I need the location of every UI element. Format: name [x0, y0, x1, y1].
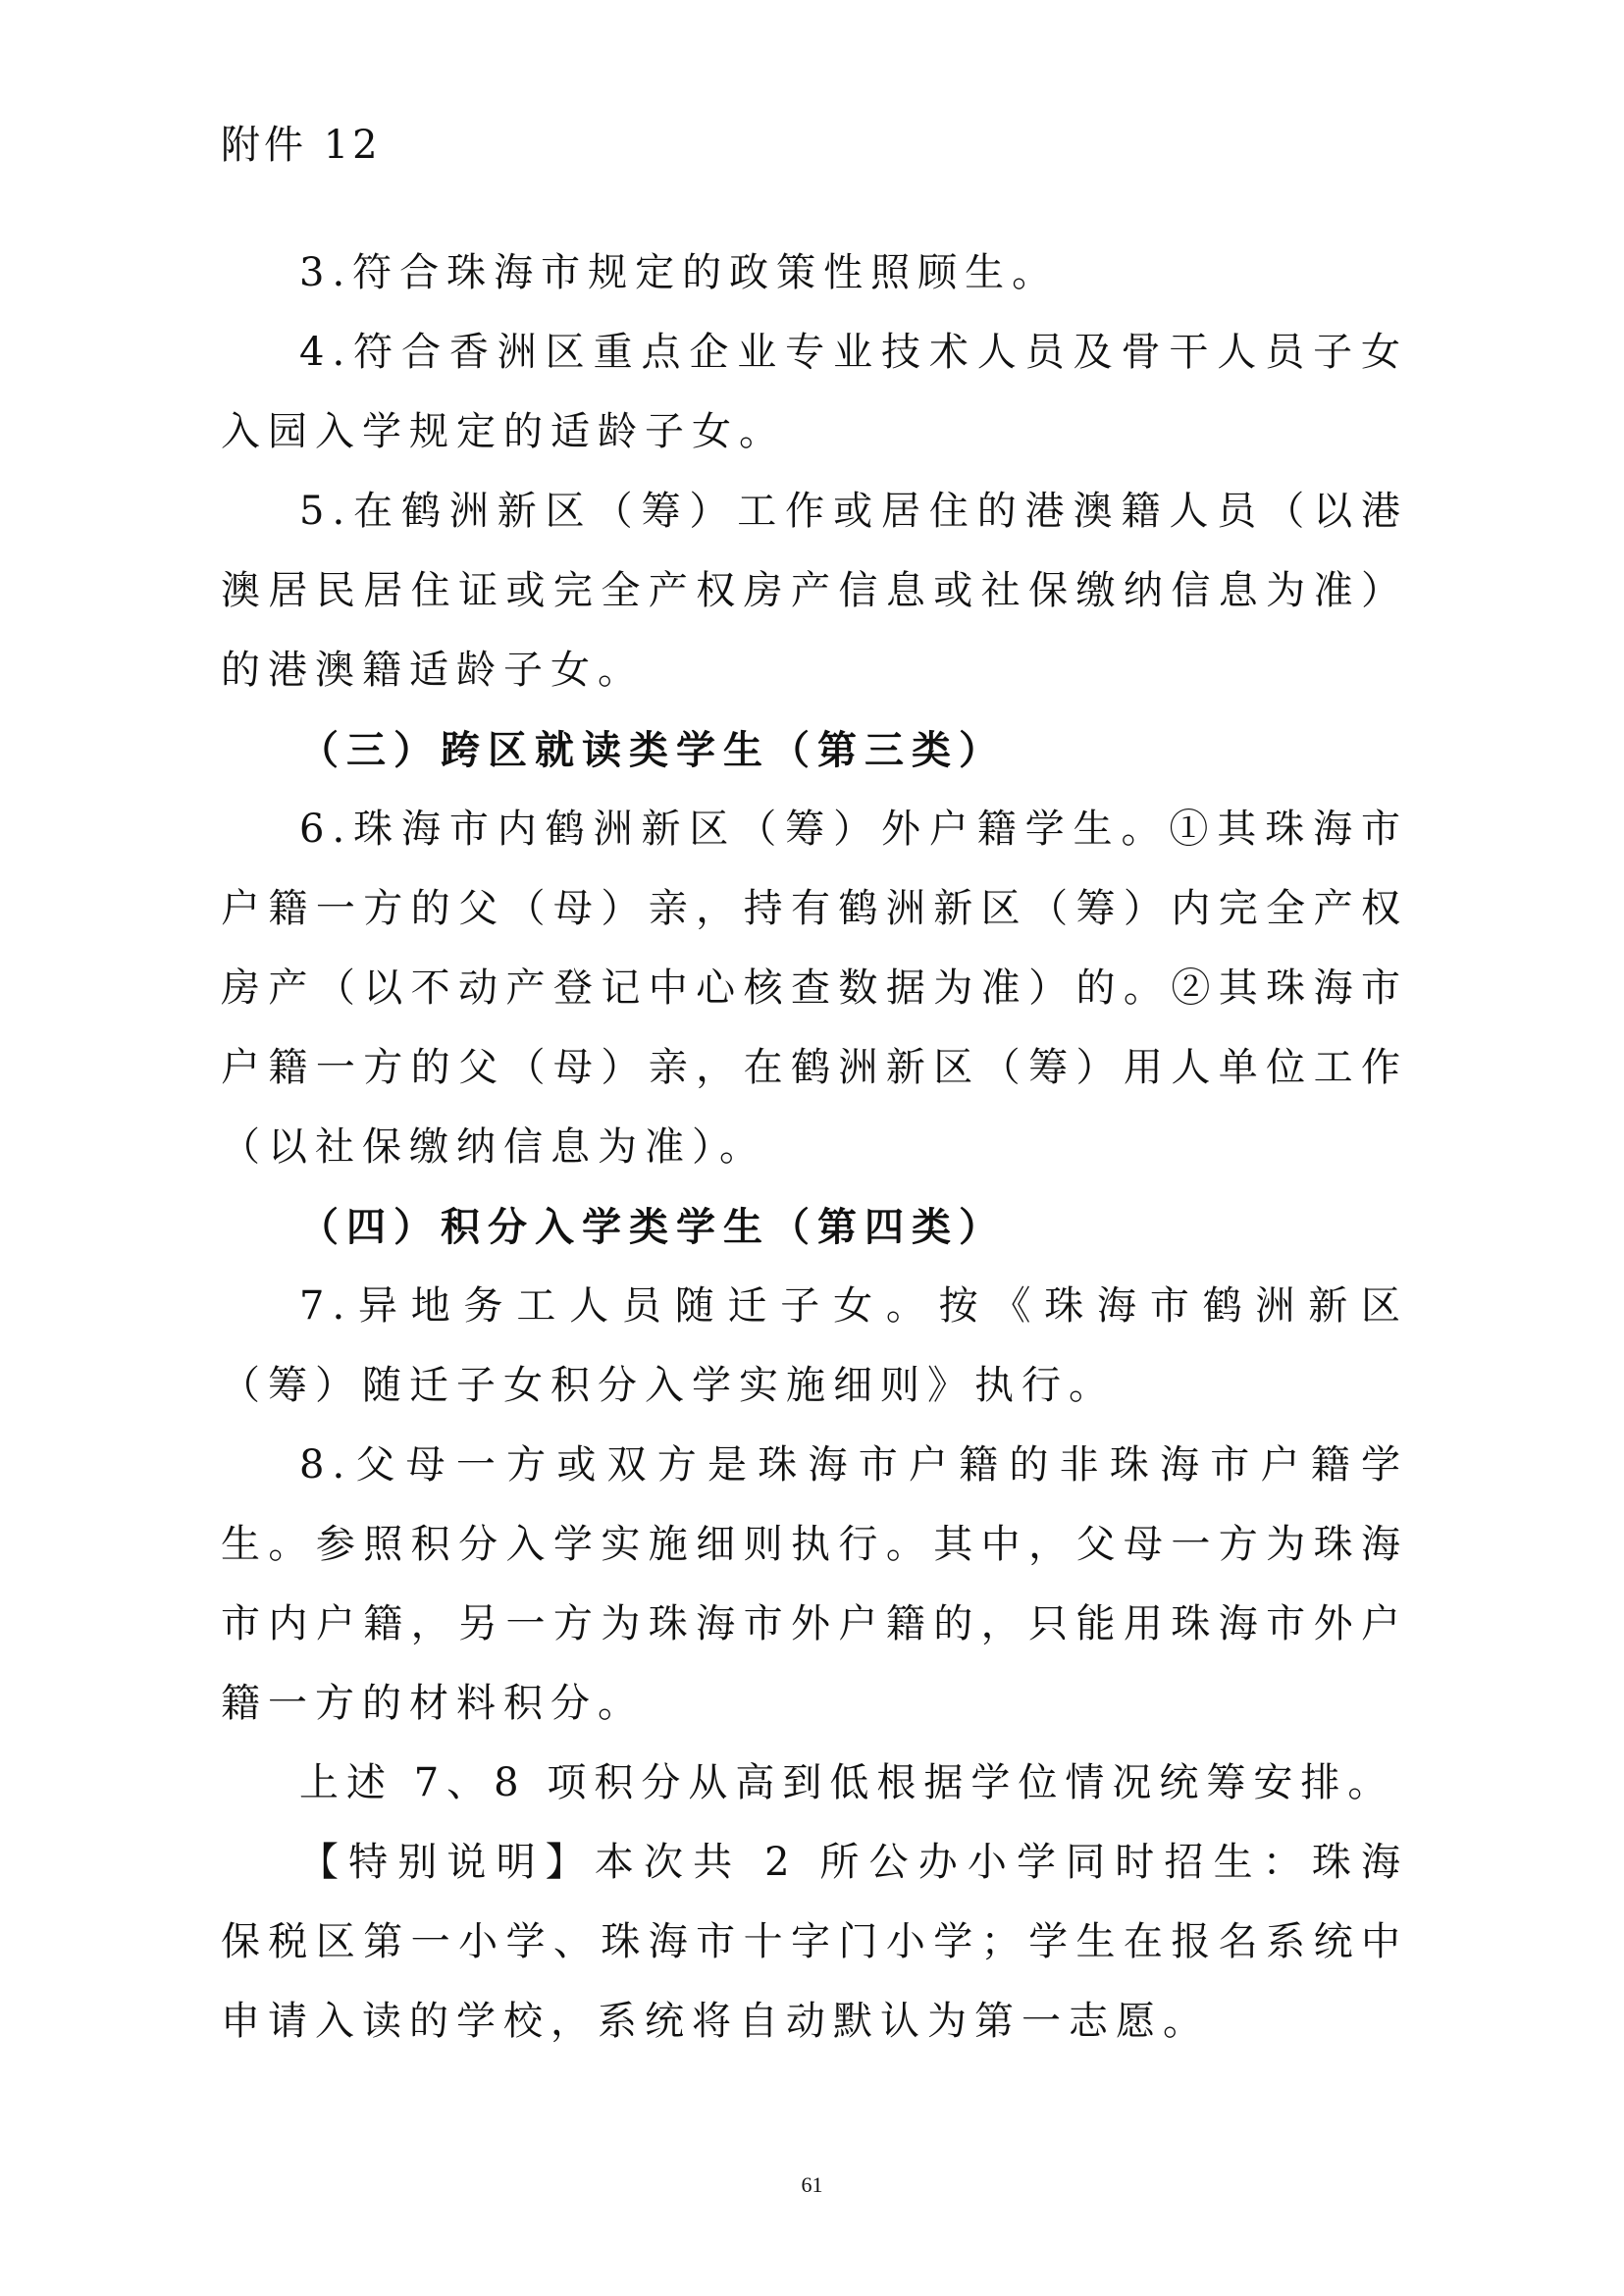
body-text: [221, 234, 1408, 2061]
paragraph-special-note: 【特别说明】本次共 2 所公办小学同时招生：珠海保税区第一小学、珠海市十字门小学；学生在报名系统中申请入读的学校，系统将自动默认为第一志愿。: [221, 1840, 1408, 2044]
section-heading-3: （三）跨区就读类学生（第三类）: [299, 727, 1006, 773]
attachment-label: 附件 12: [221, 123, 382, 168]
paragraph-item-6: 6.珠海市内鹤洲新区（筹）外户籍学生。①其珠海市户籍一方的父（母）亲，持有鹤洲新区（筹）内完全产权房产（以不动产登记中心核查数据为准）的。②其珠海市户籍一方的父（母）亲，在鹤洲新区（筹）用人单位工作（以社保缴纳信息为准）。: [221, 807, 1408, 1170]
paragraph-item-3: 3.符合珠海市规定的政策性照顾生。: [299, 250, 1060, 295]
section-heading-4: （四）积分入学类学生（第四类）: [299, 1204, 1006, 1250]
paragraph-item-7: 7.异地务工人员随迁子女。按《珠海市鹤洲新区（筹）随迁子女积分入学实施细则》执行。: [221, 1283, 1408, 1408]
paragraph-item-5: 5.在鹤洲新区（筹）工作或居住的港澳籍人员（以港澳居民居住证或完全产权房产信息或社保缴纳信息为准）的港澳籍适龄子女。: [221, 489, 1408, 693]
paragraph-item-4: 4.符合香洲区重点企业专业技术人员及骨干人员子女入园入学规定的适龄子女。: [221, 330, 1408, 454]
page-number: 61: [801, 2172, 823, 2197]
paragraph-item-8: 8.父母一方或双方是珠海市户籍的非珠海市户籍学生。参照积分入学实施细则执行。其中，父母一方为珠海市内户籍，另一方为珠海市外户籍的，只能用珠海市外户籍一方的材料积分。: [221, 1442, 1408, 1726]
paragraph-points-summary: 上述 7、8 项积分从高到低根据学位情况统筹安排。: [299, 1760, 1395, 1805]
